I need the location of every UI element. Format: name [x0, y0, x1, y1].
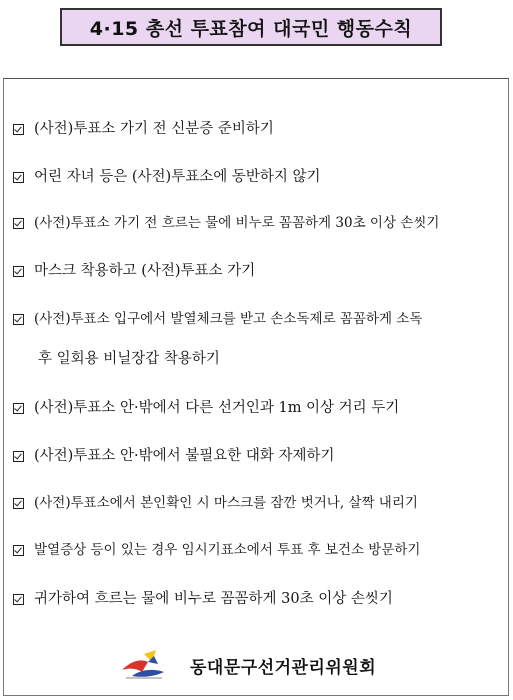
- checklist-item: [13, 398, 399, 418]
- checkbox-checked-icon: [13, 451, 24, 462]
- page-title: 4·15 총선 투표참여 대국민 행동수칙: [89, 17, 413, 40]
- checkbox-checked-icon: [13, 594, 24, 605]
- footer: [118, 648, 376, 682]
- checklist-item: [13, 119, 274, 139]
- checklist-item-text: (사전)투표소 가기 전 신분증 준비하기: [34, 121, 274, 137]
- checklist-item-text: 마스크 착용하고 (사전)투표소 가기: [34, 263, 256, 279]
- checklist-item-text: (사전)투표소 가기 전 흐르는 물에 비누로 꼼꼼하게 30초 이상 손씻기: [34, 215, 440, 231]
- checklist-item: [13, 540, 420, 560]
- checkbox-checked-icon: [13, 124, 24, 135]
- checklist-item: [13, 589, 393, 609]
- checklist-item: [13, 261, 255, 281]
- checklist-item: [13, 446, 335, 466]
- title-banner: [60, 8, 442, 46]
- election-commission-logo-icon: [118, 648, 168, 682]
- checkbox-checked-icon: [13, 172, 24, 183]
- checklist-item-text: (사전)투표소 안·밖에서 다른 선거인과 1m 이상 거리 두기: [34, 400, 400, 416]
- checklist-item-text: 발열증상 등이 있는 경우 임시기표소에서 투표 후 보건소 방문하기: [34, 542, 421, 558]
- checklist-item-text: (사전)투표소 안·밖에서 불필요한 대화 자제하기: [34, 448, 335, 464]
- checklist-item-text: (사전)투표소 입구에서 발열체크를 받고 손소독제로 꼼꼼하게 소독: [34, 311, 423, 327]
- checkbox-checked-icon: [13, 314, 24, 325]
- checkbox-checked-icon: [13, 266, 24, 277]
- checklist-item-continuation: 후 일회용 비닐장갑 착용하기: [38, 351, 220, 367]
- checkbox-checked-icon: [13, 498, 24, 509]
- checkbox-checked-icon: [13, 545, 24, 556]
- checklist-item-text: 귀가하여 흐르는 물에 비누로 꼼꼼하게 30초 이상 손씻기: [34, 591, 393, 607]
- checklist-item-text: 어린 자녀 등은 (사전)투표소에 동반하지 않기: [34, 169, 321, 185]
- checkbox-checked-icon: [13, 218, 24, 229]
- checklist-item-text: (사전)투표소에서 본인확인 시 마스크를 잠깐 벗거나, 살짝 내리기: [34, 495, 418, 511]
- checkbox-checked-icon: [13, 403, 24, 414]
- organization-name: 동대문구선거관리위원회: [190, 657, 377, 678]
- checklist-item: [13, 493, 418, 513]
- checklist-item: [13, 167, 320, 187]
- checklist-item: [13, 309, 422, 329]
- checklist-item: [13, 213, 439, 233]
